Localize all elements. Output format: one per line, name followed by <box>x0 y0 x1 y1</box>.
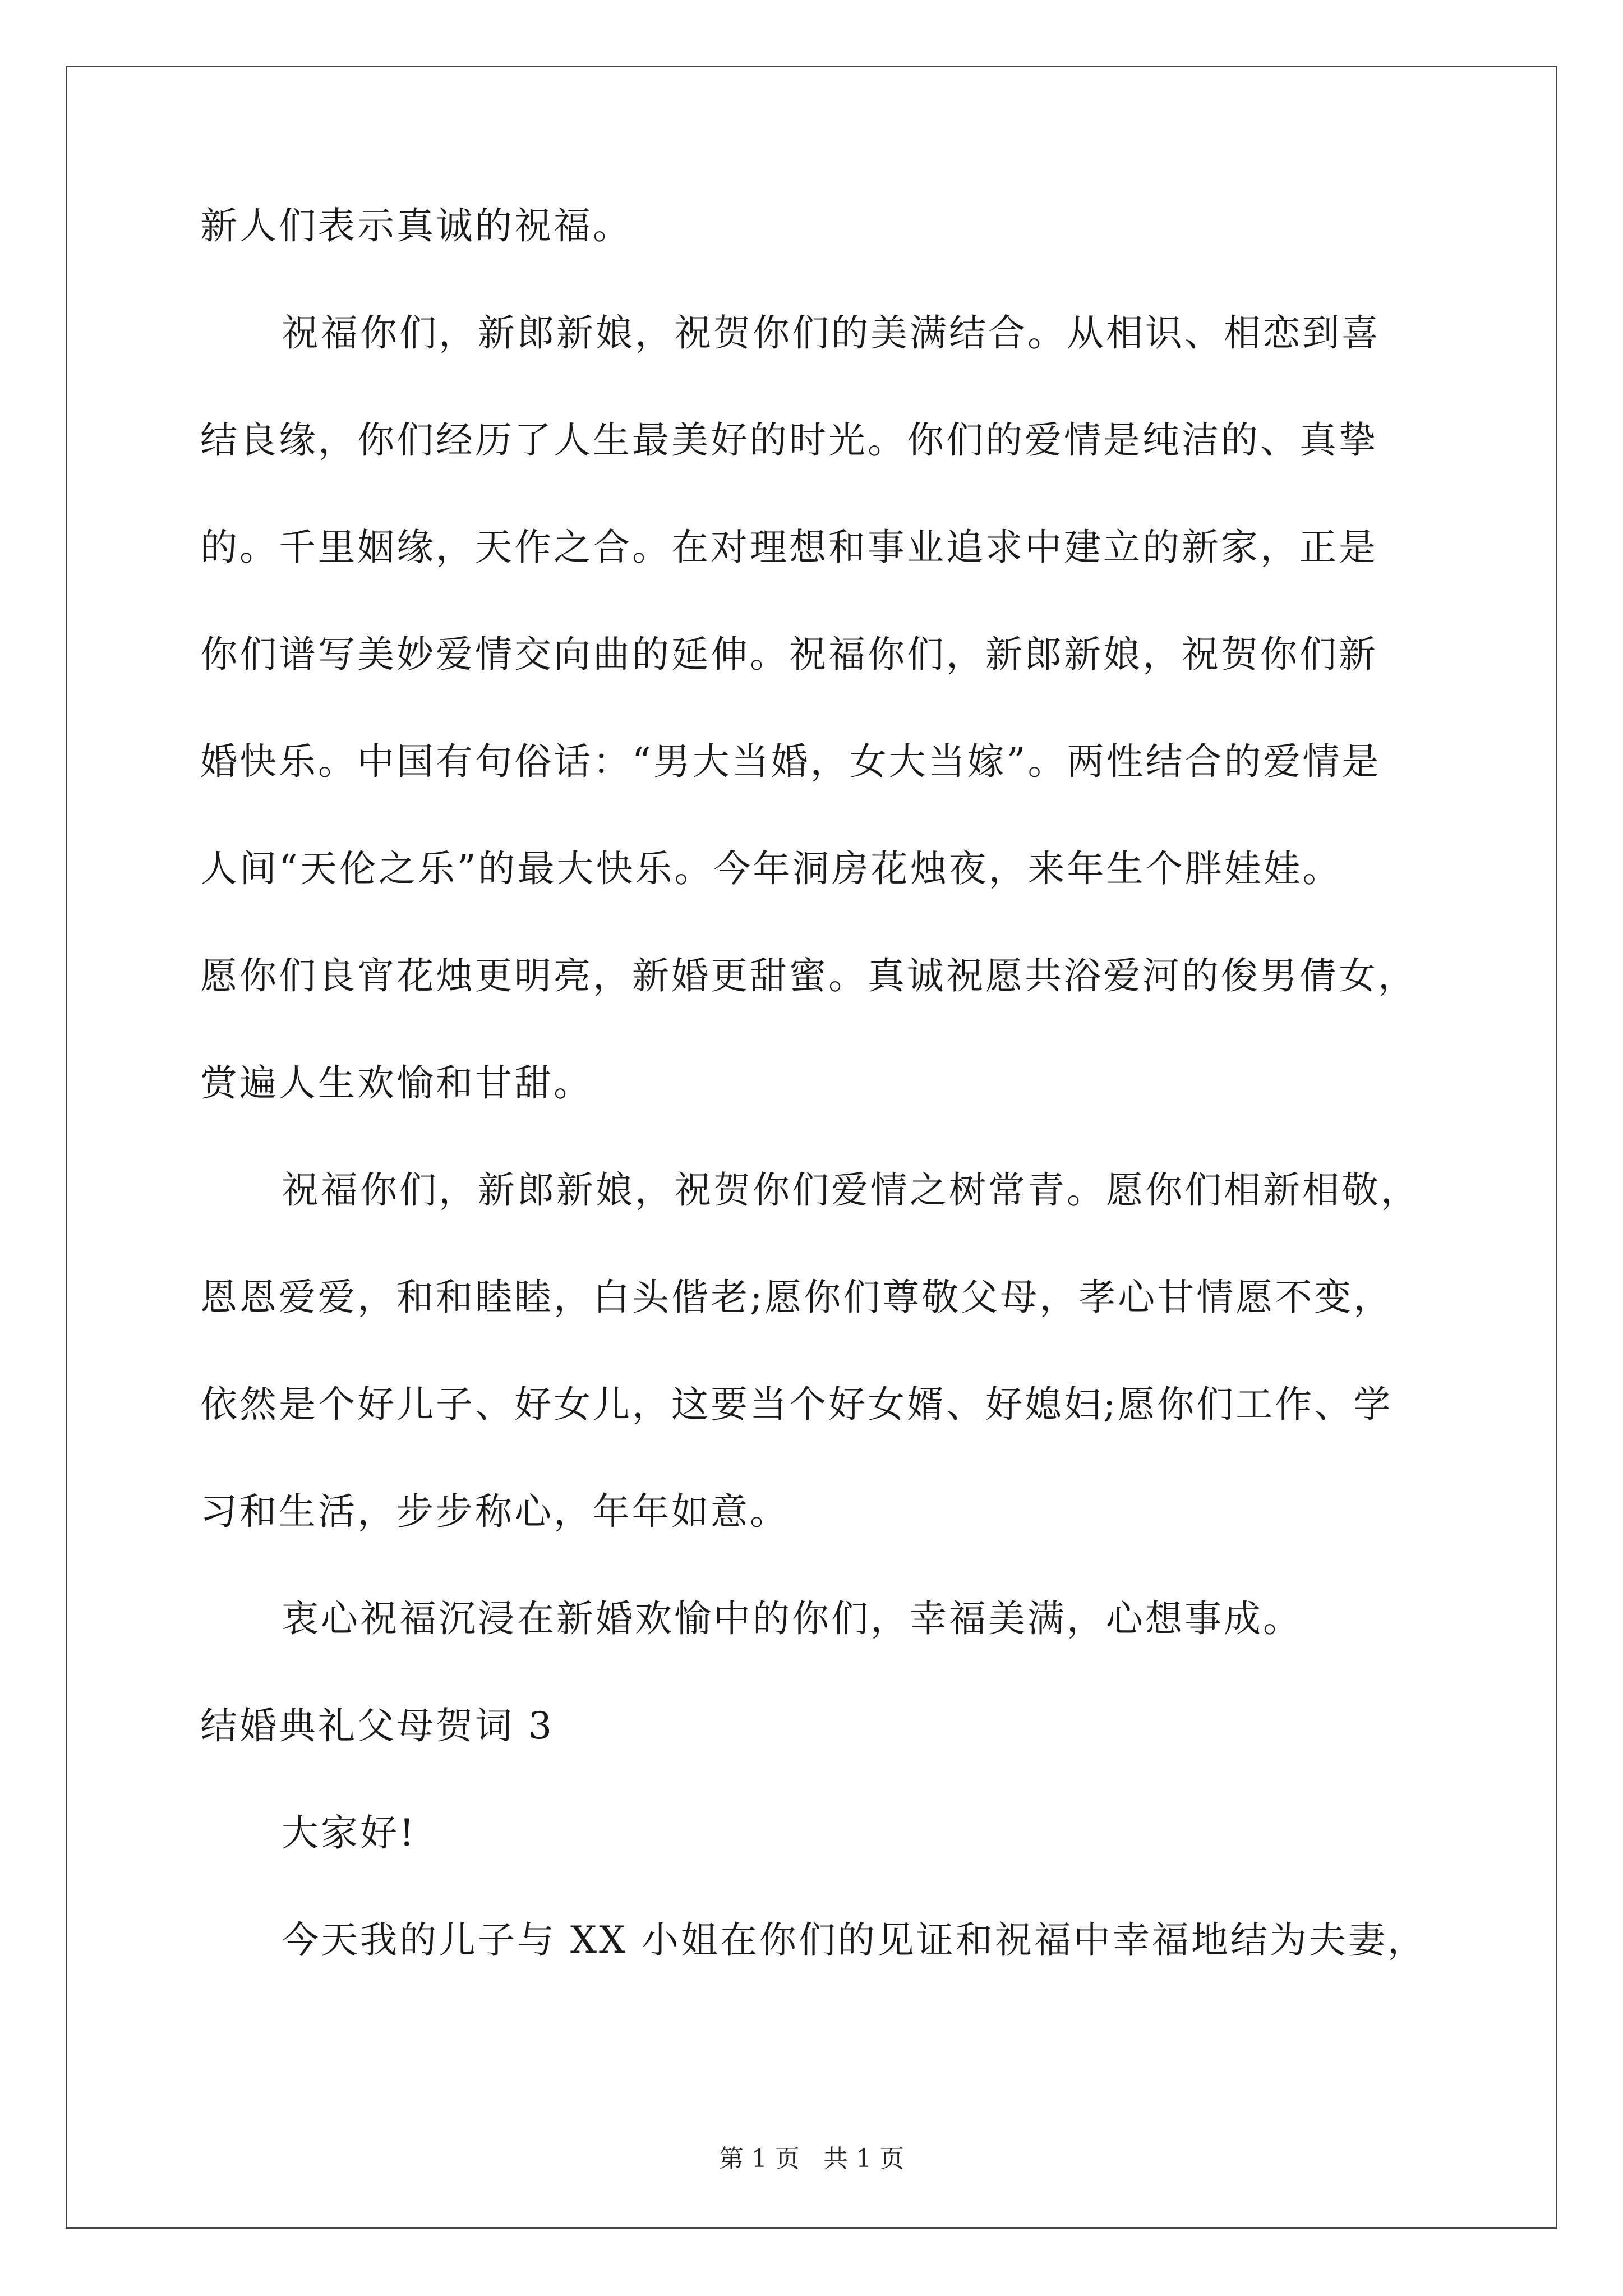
text-line: 结良缘，你们经历了人生最美好的时光。你们的爱情是纯洁的、真挚 <box>200 418 1378 462</box>
text-line: 依然是个好儿子、好女儿，这要当个好女婿、好媳妇;愿你们工作、学 <box>200 1383 1393 1426</box>
text-line: 愿你们良宵花烛更明亮，新婚更甜蜜。真诚祝愿共浴爱河的俊男倩女， <box>200 954 1417 997</box>
page-total: 共 1 页 <box>823 2145 904 2173</box>
text-line: 婚快乐。中国有句俗话：“男大当婚，女大当嫁”。两性结合的爱情是 <box>200 740 1381 783</box>
text-line: 你们谱写美妙爱情交向曲的延伸。祝福你们，新郎新娘，祝贺你们新 <box>200 633 1378 676</box>
text-line: 的。千里姻缘，天作之合。在对理想和事业追求中建立的新家，正是 <box>200 526 1378 569</box>
section-heading: 结婚典礼父母贺词 3 <box>200 1704 554 1747</box>
text-line: 人间“天伦之乐”的最大快乐。今年洞房花烛夜，来年生个胖娃娃。 <box>200 847 1342 890</box>
text-line: 赏遍人生欢愉和甘甜。 <box>200 1061 593 1105</box>
text-line: 恩恩爱爱，和和睦睦，白头偕老;愿你们尊敬父母，孝心甘情愿不变， <box>200 1276 1393 1319</box>
text-line: 祝福你们，新郎新娘，祝贺你们的美满结合。从相识、相恋到喜 <box>282 311 1381 355</box>
document-body <box>200 204 1445 2029</box>
page-footer <box>0 2138 1623 2174</box>
text-line: 习和生活，步步称心，年年如意。 <box>200 1490 789 1533</box>
text-line: 祝福你们，新郎新娘，祝贺你们爱情之树常青。愿你们相新相敬， <box>282 1168 1420 1212</box>
page-number: 第 1 页 <box>719 2145 800 2173</box>
text-line: 衷心祝福沉浸在新婚欢愉中的你们，幸福美满，心想事成。 <box>282 1597 1302 1640</box>
greeting-line: 大家好! <box>282 1811 417 1855</box>
text-line: 新人们表示真诚的祝福。 <box>200 204 632 247</box>
text-line: 今天我的儿子与 XX 小姐在你们的见证和祝福中幸福地结为夫妻， <box>282 1918 1427 1962</box>
